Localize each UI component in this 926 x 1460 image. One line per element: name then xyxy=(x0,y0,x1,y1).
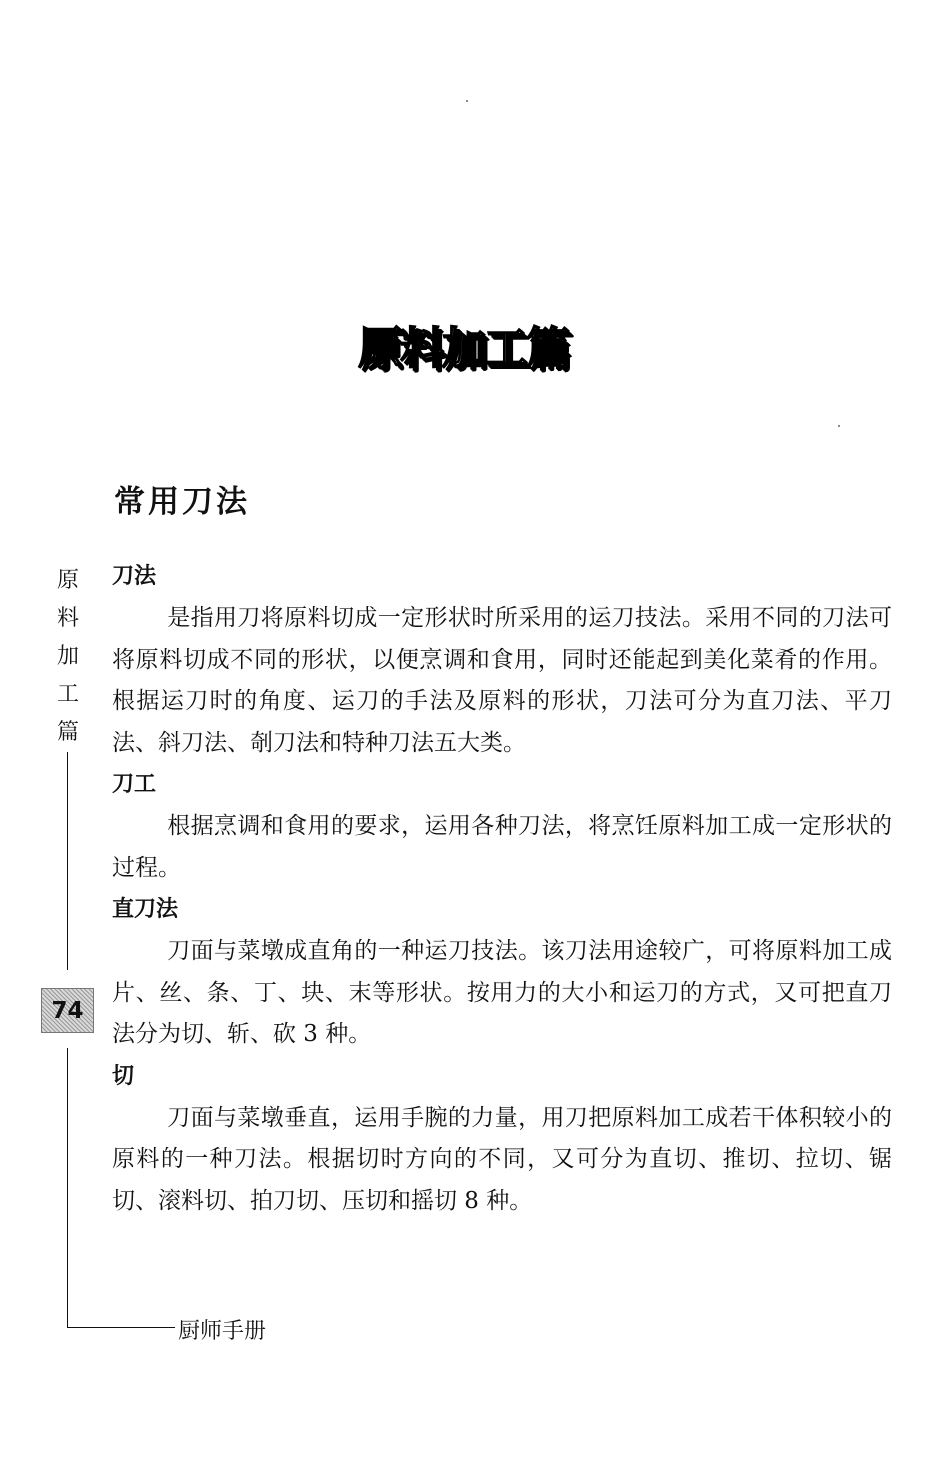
side-label-char: 工 xyxy=(56,682,79,707)
entry-term: 切 xyxy=(112,1063,135,1089)
entry-slice xyxy=(112,1056,892,1223)
entry-knife-work xyxy=(112,764,892,889)
side-rule-lower xyxy=(67,1048,68,1328)
entry-term: 刀工 xyxy=(112,772,157,797)
footer-rule xyxy=(67,1327,175,1328)
side-label-char: 加 xyxy=(56,644,79,669)
chapter-heading: 常用刀法 xyxy=(114,484,250,520)
entry-body: 是指用刀将原料切成一定形状时所采用的运刀技法。采用不同的刀法可将原料切成不同的形状，以便烹调和食用，同时还能起到美化菜肴的作用。根据运刀时的角度、运刀的手法及原料的形状，刀法可分为直刀法、平刀法、斜刀法、剞刀法和特种刀法五大类。 xyxy=(112,605,892,756)
entry-term: 直刀法 xyxy=(112,897,179,922)
footer-book-title: 厨师手册 xyxy=(178,1319,267,1344)
entry-body: 刀面与菜墩成直角的一种运刀技法。该刀法用途较广，可将原料加工成片、丝、条、丁、块、末等形状。按用力的大小和运刀的方式，又可把直刀法分为切、斩、砍 3 种。 xyxy=(112,938,892,1047)
entry-term: 刀法 xyxy=(112,564,157,589)
side-label-char: 料 xyxy=(56,606,79,631)
side-label-char: 原 xyxy=(56,568,79,593)
entry-straight-cut xyxy=(112,889,892,1056)
entry-body: 根据烹调和食用的要求，运用各种刀法，将烹饪原料加工成一定形状的过程。 xyxy=(112,813,892,881)
page-number-badge xyxy=(41,988,94,1033)
scan-speck xyxy=(838,425,840,427)
scan-speck xyxy=(466,100,468,102)
side-label-char: 篇 xyxy=(56,720,79,745)
side-rule-upper xyxy=(67,752,68,970)
entry-knife-technique xyxy=(112,556,892,764)
main-content xyxy=(112,556,892,1222)
page-number: 74 xyxy=(51,997,84,1024)
entry-body: 刀面与菜墩垂直，运用手腕的力量，用刀把原料加工成若干体积较小的原料的一种刀法。根据切时方向的不同，又可分为直切、推切、拉切、锯切、滚料切、拍刀切、压切和摇切 8 种。 xyxy=(112,1104,892,1214)
side-section-label xyxy=(52,562,84,752)
part-title: 原料加工篇 xyxy=(358,323,568,374)
